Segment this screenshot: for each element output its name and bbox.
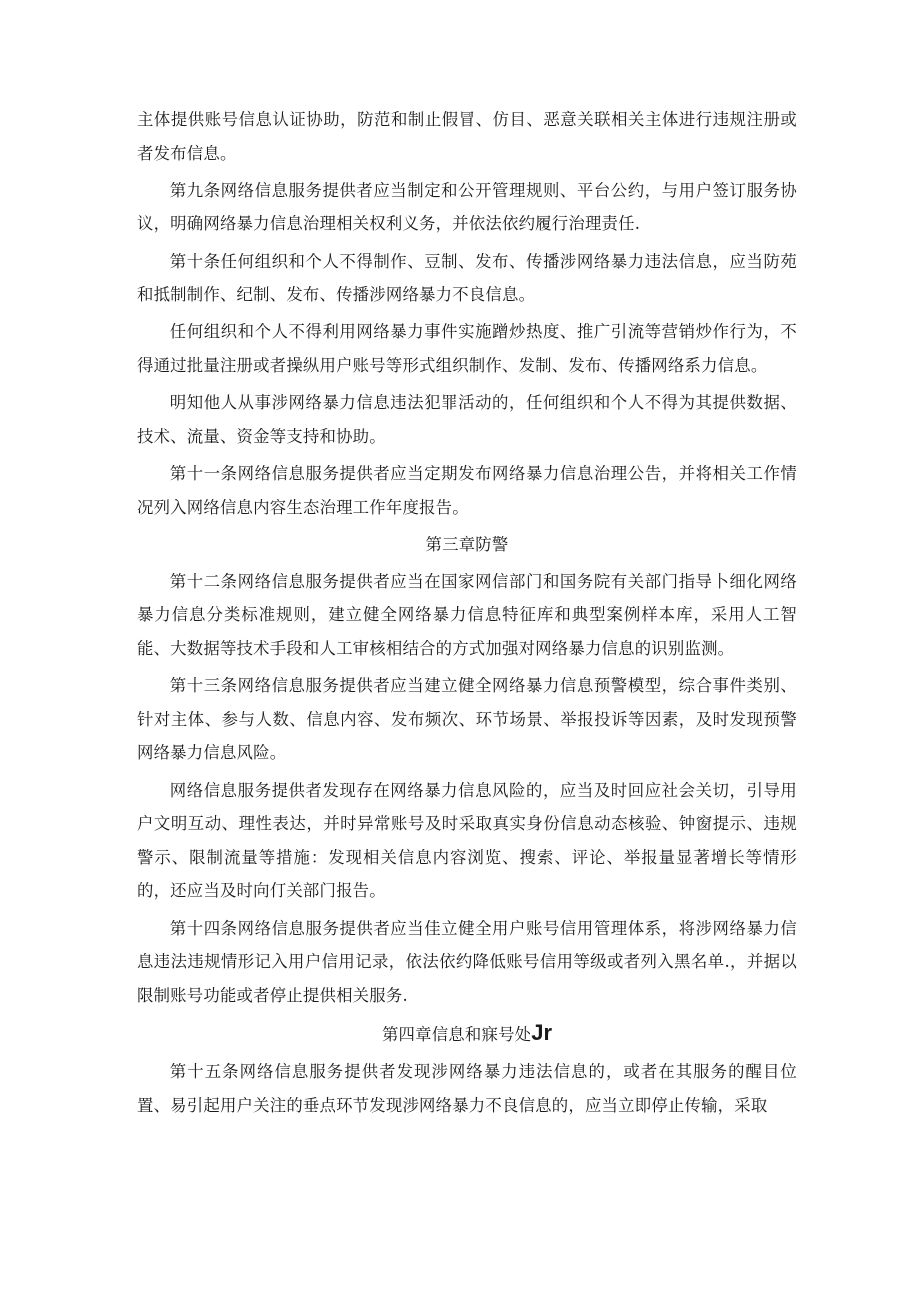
- paragraph-article-10: 第十条任何组织和个人不得制作、豆制、发布、传播涉网络暴力违法信息，应当防苑和抵制制作、纪制、发布、传播涉网络暴力不良信息。: [137, 251, 797, 305]
- chapter-heading-text: 第三章防警: [425, 534, 509, 554]
- chapter-heading-text: 第四章信息和寐号处: [381, 1024, 532, 1044]
- paragraph-article-13: 第十三条网络信息服务提供者应当建立健全网络暴力信息预警模型，综合事件类别、针对主体、参与人数、信息内容、发布频次、环节场景、举报投诉等因素，及时发现预警网络暴力信息风险。: [137, 676, 797, 763]
- paragraph: 网络信息服务提供者发现存在网络暴力信息风险的，应当及时回应社会关切，引导用户文明互动、理性表达，并时异常账号及时采取真实身份信息动态核验、钟窗提示、违规警示、限制流量等措施：发现相关信息内容浏览、搜索、评论、举报量显著增长等情形的，还应当及时向仃关部门报告。: [137, 780, 797, 901]
- chapter-heading-3: [137, 528, 797, 562]
- paragraph-article-9: 第九条网络信息服务提供者应当制定和公开管理规则、平台公约，与用户签订服务协议，明确网络暴力信息治理相关权利义务，并依法依约履行治理责任.: [137, 180, 797, 234]
- chapter-heading-4: [137, 1016, 797, 1052]
- paragraph: 主体提供账号信息认证协助，防范和制止假冒、仿目、恶意关联相关主体进行违规注册或者发布信息。: [137, 110, 797, 163]
- document-body: [137, 103, 797, 1126]
- paragraph-article-11: 第十一条网络信息服务提供者应当定期发布网络暴力信息治理公告，并将相关工作情况列入网络信息内容生态治理工作年度报告。: [137, 463, 797, 517]
- paragraph-article-15: 第十五条网络信息服务提供者发现涉网络暴力违法信息的，或者在其服务的醒目位置、易引起用户关注的垂点环节发现涉网络暴力不良信息的，应当立即停止传输，采取: [137, 1062, 797, 1115]
- paragraph: 明知他人从事涉网络暴力信息违法犯罪活动的，任何组织和个人不得为其提供数据、技术、流量、资金等支持和协助。: [137, 393, 797, 446]
- paragraph: 任何组织和个人不得利用网络暴力事件实施蹭炒热度、推广引流等营销炒作行为，不得通过批量注册或者操纵用户账号等形式组织制作、发制、发布、传播网络系力信息。: [137, 322, 797, 375]
- paragraph-article-12: 第十二条网络信息服务提供者应当在国家网信部门和国务院有关部门指导卜细化网络暴力信息分类标准规则，建立健全网络暴力信息特征库和典型案例样本库，采用人工智能、大数据等技术手段和人工审核相结合的方式加强对网络暴力信息的识别监测。: [137, 571, 797, 659]
- paragraph-article-14: 第十四条网络信息服务提供者应当佳立健全用户账号信用管理体系，将涉网络暴力信息违法违规情形记入用户信用记录，依法依约降低账号信用等级或者列入黑名单.，并据以限制账号功能或者停止提供相关服务.: [137, 918, 797, 1005]
- chapter-heading-suffix: Jr: [531, 1019, 553, 1045]
